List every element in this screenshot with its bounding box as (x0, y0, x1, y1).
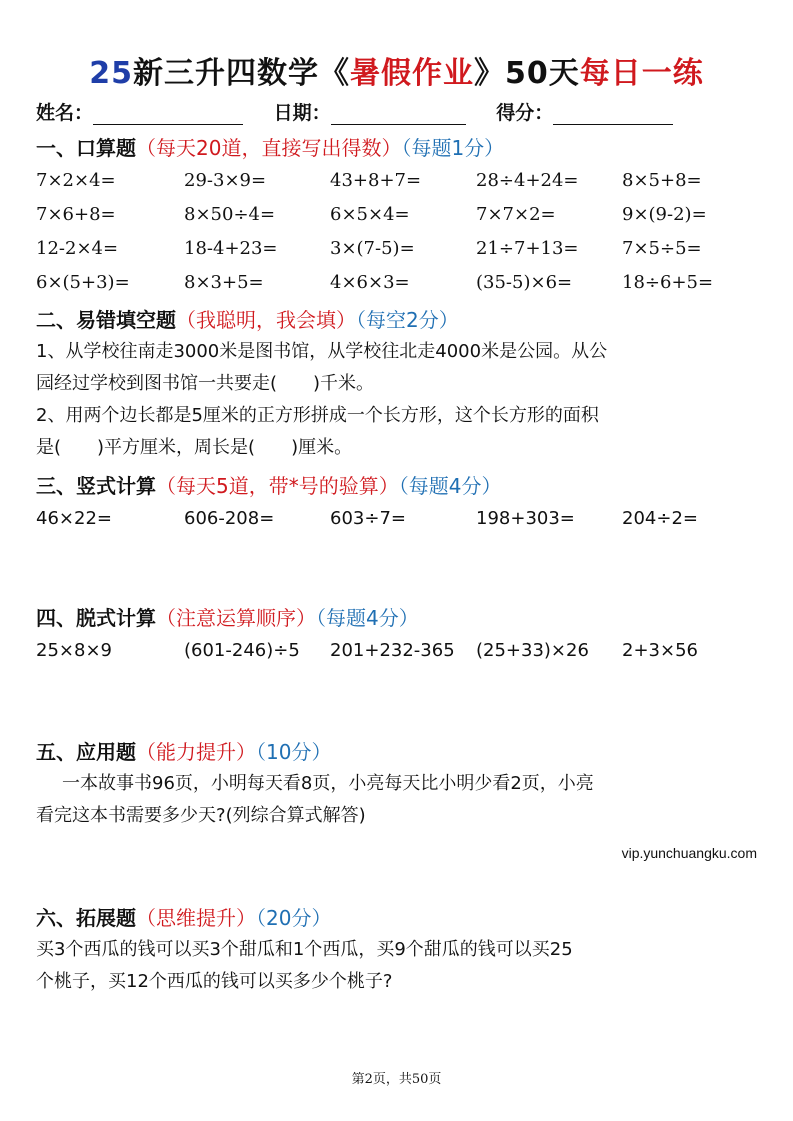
section-vertical-heading (36, 470, 501, 499)
section-score: （每题4分） (398, 474, 502, 498)
text-line: 买3个西瓜的钱可以买3个甜瓜和1个西瓜，买9个甜瓜的钱可以买25 (36, 939, 573, 960)
oral-item: (35-5)×6= (476, 272, 573, 293)
text-line: 看完这本书需要多少天? (36, 805, 226, 826)
oral-item: 7×5÷5= (622, 238, 702, 259)
oral-item: 18÷6+5= (622, 272, 714, 293)
oral-item: 21÷7+13= (476, 238, 579, 259)
oral-item: 28÷4+24= (476, 170, 579, 191)
section-word-heading (36, 736, 331, 765)
title-part1: 新三升四数学《 (133, 56, 350, 91)
section-extension-heading (36, 902, 331, 931)
section-score: （20分） (256, 906, 332, 930)
oral-item: 6×(5+3)= (36, 272, 130, 293)
section-title: 一、口算题 (36, 136, 136, 160)
oral-item: 6×5×4= (330, 204, 410, 225)
extension-problem (36, 934, 756, 998)
section-title: 二、易错填空题 (36, 308, 176, 332)
watermark-url: vip.yunchuangku.com (621, 845, 757, 861)
section-title: 五、应用题 (36, 740, 136, 764)
section-note: （注意运算顺序） (156, 606, 316, 630)
section-note: （每天20道，直接写出得数） (136, 136, 402, 160)
oral-item: 29-3×9= (184, 170, 267, 191)
section-note: （每天5道，带*号的验算） (156, 474, 399, 498)
stepwise-item: 25×8×9 (36, 640, 112, 661)
oral-item: 4×6×3= (330, 272, 410, 293)
vertical-item: 603÷7= (330, 508, 406, 529)
section-score: （10分） (256, 740, 332, 764)
section-stepwise-heading (36, 602, 419, 631)
section-note: （能力提升） (136, 740, 256, 764)
section-title: 六、拓展题 (36, 906, 136, 930)
page-title (0, 48, 793, 92)
section-note: （我聪明，我会填） (176, 308, 356, 332)
text-line: 园经过学校到图书馆一共要走( )千米。 (36, 373, 375, 394)
score-field[interactable] (553, 104, 673, 125)
word-problem (36, 768, 756, 832)
title-prefix: 25 (89, 56, 133, 91)
oral-item: 9×(9-2)= (622, 204, 707, 225)
section-note: （思维提升） (136, 906, 256, 930)
oral-item: 12-2×4= (36, 238, 119, 259)
date-label: 日期： (273, 102, 331, 124)
title-part3: 》50天 (474, 56, 580, 91)
student-info (36, 98, 756, 125)
oral-item: 8×5+8= (622, 170, 702, 191)
oral-item: 43+8+7= (330, 170, 422, 191)
section-score: （每题4分） (316, 606, 419, 630)
section-title: 四、脱式计算 (36, 606, 156, 630)
section-score: （每空2分） (356, 308, 459, 332)
name-label: 姓名： (36, 102, 94, 124)
section-fill-heading (36, 304, 459, 333)
oral-item: 3×(7-5)= (330, 238, 415, 259)
text-line: 2、用两个边长都是5厘米的正方形拼成一个长方形，这个长方形的面积 (36, 405, 599, 426)
oral-item: 7×2×4= (36, 170, 116, 191)
oral-item: 7×6+8= (36, 204, 116, 225)
stepwise-item: 201+232-365 (330, 640, 455, 661)
title-part4: 每日一练 (579, 56, 704, 91)
fill-question-2 (36, 400, 756, 464)
title-part2: 暑假作业 (350, 56, 474, 91)
stepwise-item: (25+33)×26 (476, 640, 589, 661)
score-label: 得分： (496, 102, 554, 124)
vertical-item: 46×22= (36, 508, 112, 529)
oral-item: 8×50÷4= (184, 204, 276, 225)
text-line: 一本故事书96页，小明每天看8页，小亮每天比小明少看2页，小亮 (62, 773, 594, 794)
section-oral-heading (36, 132, 504, 161)
date-field[interactable] (331, 104, 466, 125)
hint-text: (列综合算式解答) (225, 805, 366, 826)
oral-item: 8×3+5= (184, 272, 264, 293)
vertical-item: 204÷2= (622, 508, 698, 529)
section-title: 三、竖式计算 (36, 474, 156, 498)
stepwise-item: 2+3×56 (622, 640, 698, 661)
oral-item: 18-4+23= (184, 238, 278, 259)
vertical-item: 606-208= (184, 508, 275, 529)
oral-item: 7×7×2= (476, 204, 556, 225)
stepwise-item: (601-246)÷5 (184, 640, 300, 661)
section-score: （每题1分） (401, 136, 505, 160)
text-line: 1、从学校往南走3000米是图书馆，从学校往北走4000米是公园。从公 (36, 341, 608, 362)
text-line: 个桃子，买12个西瓜的钱可以买多少个桃子? (36, 971, 393, 992)
name-field[interactable] (93, 104, 243, 125)
fill-question-1 (36, 336, 756, 400)
vertical-item: 198+303= (476, 508, 575, 529)
page-footer: 第2页，共50页 (351, 1072, 442, 1087)
text-line: 是( )平方厘米，周长是( )厘米。 (36, 437, 353, 458)
